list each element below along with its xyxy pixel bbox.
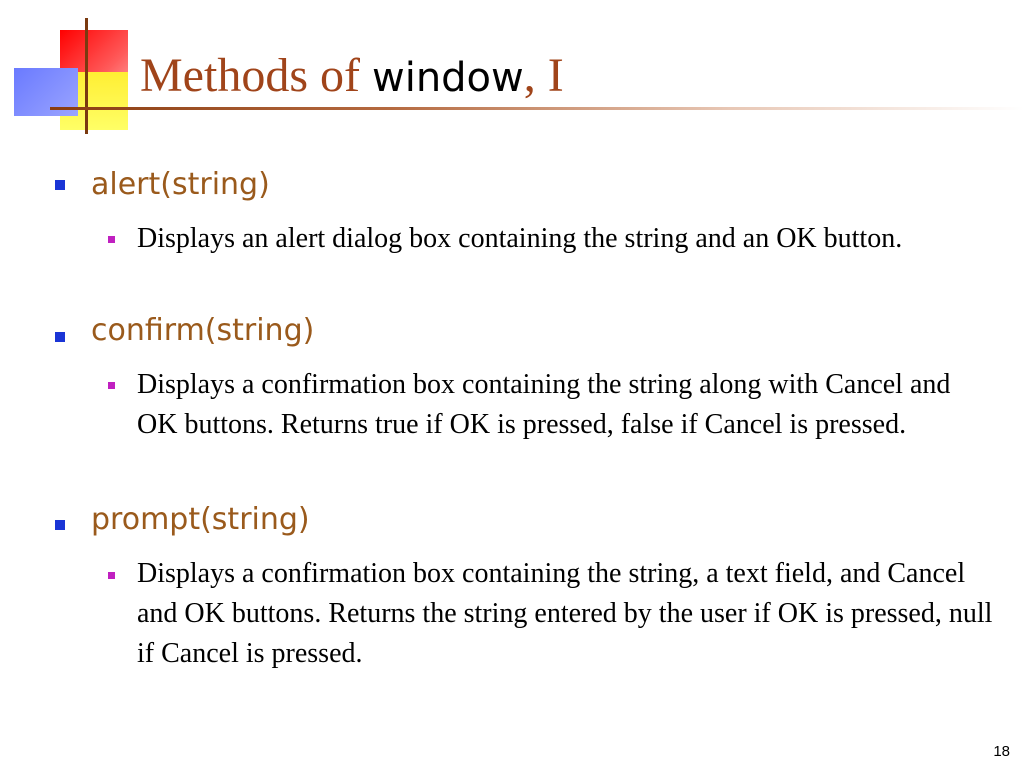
- method-name: confirm(string): [91, 313, 315, 348]
- method-description: Displays an alert dialog box containing the string and an OK button.: [137, 223, 903, 254]
- sub-bullet-square-icon: [108, 572, 115, 579]
- method-name: prompt(string): [91, 502, 310, 537]
- page-number: 18: [993, 743, 1010, 760]
- bullet-square-icon: [55, 180, 65, 190]
- method-name: alert(string): [91, 167, 270, 202]
- sub-bullet-square-icon: [108, 236, 115, 243]
- method-description: Displays a confirmation box containing the string along with Cancel and OK buttons. Returns true if OK is pressed, false if Cancel is pressed.: [137, 369, 951, 440]
- sub-bullet-square-icon: [108, 382, 115, 389]
- title-code: window: [371, 55, 524, 101]
- title-suffix: , I: [523, 49, 564, 102]
- title-prefix: Methods of: [140, 49, 372, 102]
- bullet-square-icon: [55, 520, 65, 530]
- method-description: Displays a confirmation box containing the string, a text field, and Cancel and OK buttons. Returns the string entered by the user if OK is pressed, null if Cancel is pressed.: [137, 558, 993, 669]
- bullet-square-icon: [55, 332, 65, 342]
